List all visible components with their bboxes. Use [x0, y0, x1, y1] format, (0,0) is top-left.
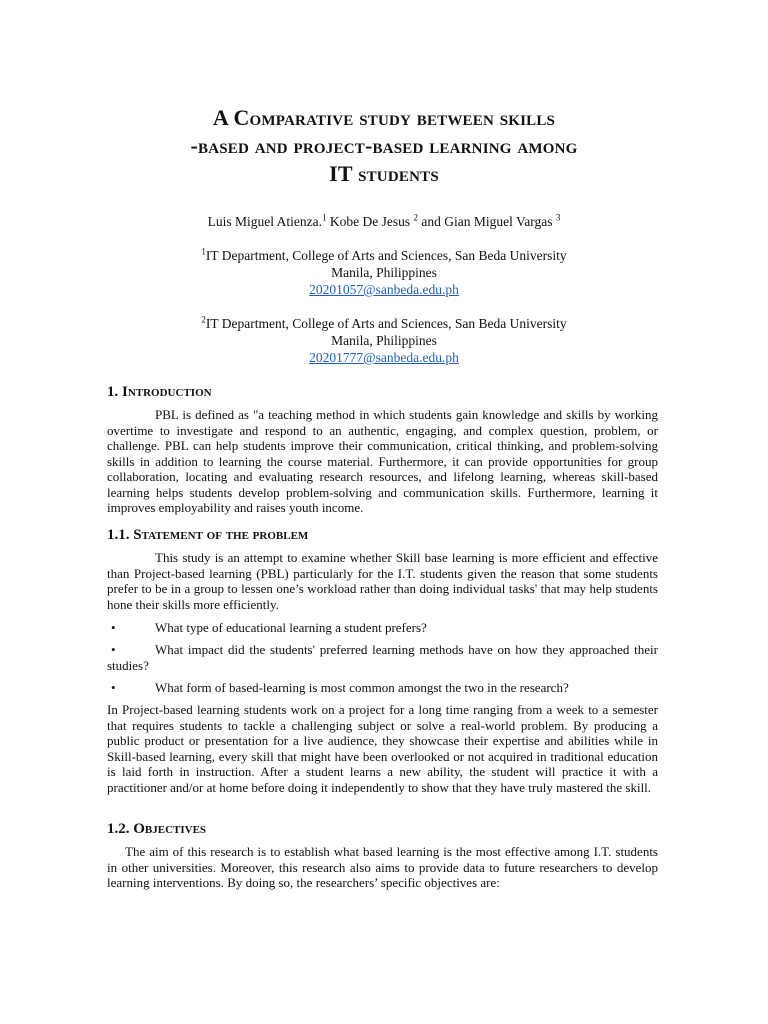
objectives-paragraph: The aim of this research is to establish what based learning is the most effective among I.T. students in other universities. Moreover, this research also aims to provide data to future researchers to develop learning interventions. By doing so, the researchers’ specific objectives are: — [107, 844, 658, 890]
affiliation-2-city: Manila, Philippines — [331, 333, 437, 348]
research-question-3 — [107, 680, 658, 696]
affiliation-2 — [110, 315, 658, 366]
author-2-sup: 2 — [413, 212, 418, 223]
affiliation-1-sup: 1 — [201, 246, 206, 257]
research-question-2 — [107, 642, 658, 673]
section-heading-problem-statement: 1.1. Statement of the problem — [107, 527, 309, 543]
bullet-marker: • — [111, 680, 116, 695]
affiliation-1-dept: IT Department, College of Arts and Sciences, San Beda University — [205, 248, 567, 263]
title-line-1: A Comparative study between skills — [212, 105, 556, 130]
author-3: and Gian Miguel Vargas — [418, 214, 556, 229]
paper-title — [110, 104, 658, 188]
title-line-3: IT students — [329, 161, 439, 186]
author-2: Kobe De Jesus — [326, 214, 414, 229]
title-line-2: -based and project-based learning among — [190, 133, 578, 158]
bullet-marker: • — [111, 642, 116, 657]
affiliation-1 — [110, 247, 658, 298]
author-list — [110, 214, 658, 230]
section-heading-objectives: 1.2. Objectives — [107, 821, 207, 837]
research-question-1 — [107, 620, 658, 636]
affiliation-1-city: Manila, Philippines — [331, 265, 437, 280]
problem-statement-paragraph: This study is an attempt to examine whether Skill base learning is more efficient and effective than Project-based learning (PBL) particularly for the I.T. students given the reason that some students prefer to be in a group to lessen one’s workload rather than doing individual tasks' that may help students hone their skills more efficiently. — [107, 550, 658, 612]
section-heading-introduction: 1. Introduction — [107, 384, 212, 400]
affiliation-2-email-link[interactable]: 20201777@sanbeda.edu.ph — [309, 350, 459, 365]
introduction-paragraph: PBL is defined as "a teaching method in which students gain knowledge and skills by working overtime to investigate and respond to an authentic, engaging, and complex question, problem, or challenge. PBL can help students improve their communication, critical thinking, and problem-solving skills in addition to learning the course material. Furthermore, it can provide opportunities for group collaboration, locating and evaluating research resources, and lifelong learning, whereas skill-based learning helps students develop problem-solving and communication skills. Furthermore, learning it improves employability and raises youth income. — [107, 407, 658, 515]
author-3-sup: 3 — [555, 212, 561, 223]
author-1-sup: 1 — [322, 212, 327, 223]
bullet-marker: • — [111, 620, 116, 635]
research-question-2-text: What impact did the students' preferred learning methods have on how they approached their studies? — [107, 642, 658, 673]
affiliation-2-sup: 2 — [201, 314, 206, 325]
affiliation-1-email-link[interactable]: 20201057@sanbeda.edu.ph — [309, 282, 459, 297]
learning-methods-paragraph: In Project-based learning students work on a project for a long time ranging from a week to a semester that requires students to tackle a challenging subject or solve a real-world problem. By producing a public product or presentation for a live audience, they showcase their expertise and abilities while in Skill-based learning, every skill that might have been overlooked or not acquired in traditional education is laid forth in instruction. After a student learns a new ability, the student will practice it with a practitioner and/or at home before doing it independently to show that they have truly mastered the skill. — [107, 702, 658, 795]
research-question-3-text: What form of based-learning is most common amongst the two in the research? — [155, 680, 569, 695]
affiliation-2-dept: IT Department, College of Arts and Sciences, San Beda University — [205, 316, 567, 331]
research-question-1-text: What type of educational learning a student prefers? — [155, 620, 427, 635]
author-1: Luis Miguel Atienza. — [207, 214, 322, 229]
